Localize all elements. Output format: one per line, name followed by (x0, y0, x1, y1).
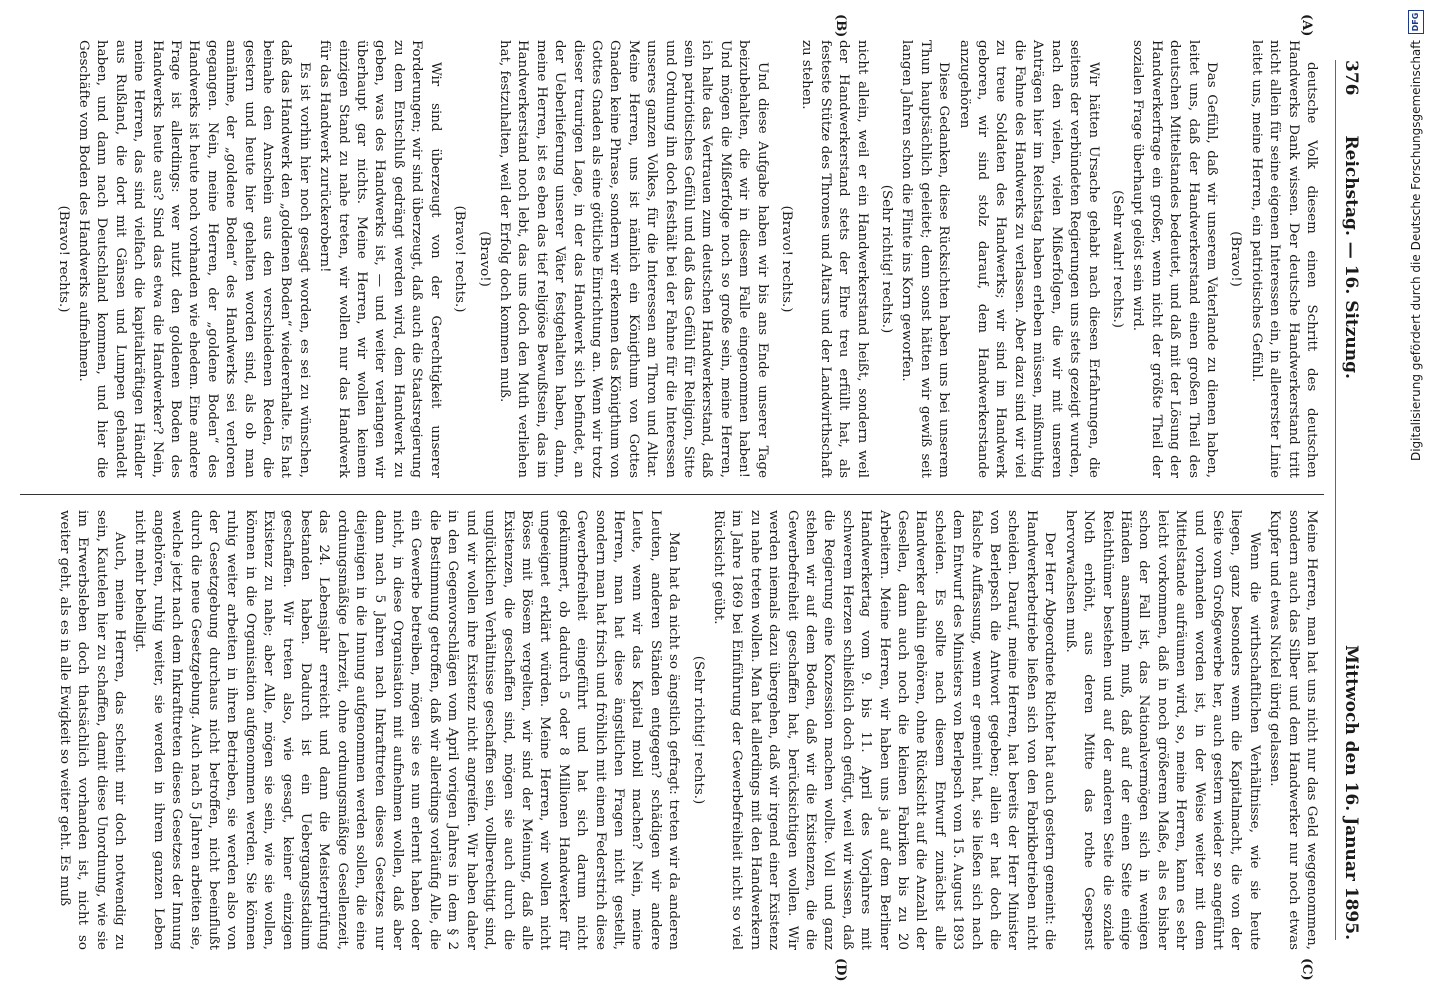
paragraph: Diese Gedanken, diese Rücksichten haben uns bei unserem Thun hauptsächlich geleitet; denn sonst hätten wir gewiß seit langen Jahren schon die Flinte ins Korn geworfen. (899, 40, 952, 478)
interjection: (Bravo!) (476, 231, 492, 287)
interjection: (Sehr richtig! rechts.) (879, 184, 895, 334)
page-number: 376 (1341, 60, 1361, 96)
interjection: (Sehr richtig! rechts.) (690, 655, 706, 805)
interjection: (Bravo! rechts.) (779, 205, 795, 313)
margin-marker-c: (C) (1299, 958, 1314, 981)
paragraph: Der Herr Abgeordnete Richter hat auch gestern gemeint: die Handwerkerbetriebe ließen sich von den Fabrikbetrieben nicht scheiden. Darauf, meine Herren, hat bereits der Herr Minister von Berlepsch die Antwort gegeben; allein er hat doch die falsche Auffassung, wenn er gemeint hat, sie ließen sich nach dem Entwurf des Ministers von Berlepsch vom 15. August 1893 scheiden. Es sollte nach diesem Entwurf zunächst alle Handwerker dahin gehören, ohne Rücksicht auf die Anzahl der Gesellen, dann auch noch die kleinen Fabriken bis zu 20 Arbeitern. Meine Herren, wir haben uns ja auf dem Berliner Handwerkertag vom 9. bis 11. April des Vorjahres mit schwerem Herzen schließlich doch gefügt, weil wir wissen, daß die Regierung eine Konzession machen wollte. Voll und ganz stehen wir auf dem Boden, daß wir die Existenzen, die die Gewerbefreiheit geschaffen hat, berücksichtigen wollen. Wir werden niemals dazu übergehen, daß wir irgend einer Existenz zu nahe treten wollen. Man hat allerdings mit den Handwerkern im Jahre 1869 bei Einführung der Gewerbefreiheit nicht so viel Rücksicht geübt. (711, 510, 1058, 950)
right-column (20, 510, 1320, 950)
paragraph: deutsche Volk diesem einen Schritt des deutschen Handwerks Dank wissen. Der deutsche Handwerkerstand tritt nicht allein für seine eigenen Interessen ein, in allererster Linie leitet uns, meine Herren, ein patriotisches Gefühl. (1248, 40, 1319, 478)
digitization-footer (1400, 0, 1432, 1000)
interjection: (Bravo! rechts.) (452, 205, 468, 313)
paragraph: nicht allein, weil er ein Handwerkerstand heißt, sondern weil der Handwerkerstand stets der Ehre treu erfüllt hat, als festeste Stütze des Thrones und Altars und der Landwirthschaft zu stehen. (799, 40, 870, 478)
paragraph: Und diese Aufgabe haben wir bis ans Ende unserer Tage beizubehalten, die wir in diesem Falle eingenommen haben! Und mögen die Mißerfolge noch so große sein, meine Herren, ich halte das Vertrauen zum deutschen Handwerkerstand, daß sein patriotisches Gefühl und daß das Gefühl für Religion, Sitte und Ordnung ihn doch festhält bei der Fahne für die Interessen unseres ganzen Volkes, für die Interessen am Thron und Altar. Meine Herren, uns ist nämlich ein Königthum von Gottes Gnaden keine Phrase, sondern wir erkennen das Königthum von Gottes Gnaden als eine göttliche Einrichtung an. Wenn wir trotz dieser traurigen Lage, in der das Handwerk sich befindet, an der Ueberlieferung unserer Väter festgehalten haben, dann, meine Herren, ist es eben das tief religiöse Bewußtsein, das im Handwerkerstand noch lebt, das uns doch den Muth verliehen hat, festzuhalten, weil der Erfolg doch kommen muß. (496, 40, 770, 478)
paragraph: Wir hätten Ursache gehabt nach diesen Erfahrungen, die seitens der verbündeten Regierungen uns stets gezeigt wurden, nach den vielen, vielen Mißerfolgen, die wir mit unseren Anträgen hier im Reichstag haben erleben müssen, mißmuthig die Fahne des Handwerks zu verlassen. Aber dazu sind wir viel zu treue Soldaten des Handwerks; wir sind im Handwerk geboren, wir sind stolz darauf, dem Handwerkerstande anzugehören (956, 40, 1101, 478)
page-header (1335, 60, 1366, 940)
digitization-note: Digitalisierung gefördert durch die Deutsche Forschungsgemeinschaft (1409, 40, 1423, 462)
left-column (20, 40, 1320, 478)
column-divider (20, 494, 1324, 495)
paragraph: Wenn die wirthschaftlichen Verhältnisse, wie sie heute liegen, ganz besonders wenn die Kapitalmacht, die von der Seite vom Großgewerbe her, auch gestern wieder so angeführt und vorhanden worden ist, in der Weise weiter mit dem Mittelstande aufräumen wird, so, meine Herren, kann es sehr leicht vorkommen, daß in noch größerem Maße, als es bisher schon der Fall ist, das Nationalvermögen sich in wenigen Händen ansammeln muß, daß auf der einen Seite einige Reichthümer bestehen und auf der anderen Seite die soziale Noth erhöht, aus deren Mitte das rothe Gespenst hervorwachsen muß. (1062, 510, 1262, 950)
paragraph: Es ist vorhin hier noch gesagt worden, es sei zu wünschen, daß das Handwerk den „goldenen Boden“ wiedererhalte. Es hat beinahe den Anschein aus den verschiedenen Reden, die gestern und heute hier gehalten worden sind, als ob man annähme, der „goldene Boden“ des Handwerks sei verloren gegangen. Nein, meine Herren, der „goldene Boden“ des Handwerks ist heute noch vorhanden wie ehedem. Eine andere Frage ist allerdings: wer nutzt den goldenen Boden des Handwerks heute aus? Sind das etwa die Handwerker? Nein, meine Herren, das sind vielfach die kapitalkräftigen Händler aus Rußland, die dort mit Gänsen und Lumpen gehandelt haben, und dann nach Deutschland kommen, und hier die Geschäfte vom Boden des Handwerks aufnehmen. (76, 40, 312, 478)
paragraph: Das Gefühl, daß wir unserem Vaterlande zu dienen haben, leitet uns, daß der Handwerkerstand einen großen Theil des deutschen Mittelstandes bedeutet, und daß mit der Lösung der Handwerkerfrage ein großer, wenn nicht der größte Theil der sozialen Frage überhaupt gelöst sein wird. (1130, 40, 1219, 478)
margin-marker-b: (B) (833, 14, 848, 38)
margin-marker-d: (D) (833, 958, 848, 982)
header-date: Mittwoch den 16. Januar 1895. (1341, 645, 1361, 940)
interjection: (Sehr wahr! rechts.) (1109, 190, 1125, 328)
dfg-logo-icon: DFG (1408, 10, 1424, 34)
paragraph: Meine Herren, man hat uns nicht nur das Geld weggenommen, sondern auch das Silber und dem Handwerker nur noch etwas Kupfer und etwas Nickel übrig gelassen. (1267, 510, 1319, 950)
interjection: (Bravo! rechts.) (55, 205, 71, 313)
paragraph: Auch, meine Herren, das scheint mir doch notwendig zu sein, Kautelen hier zu schaffen, damit diese Unordnung, wie sie im Erwerbsleben doch thatsächlich vorhanden ist, nicht so weiter geht, als es in alle Ewigkeit so weiter geht. Es muß (56, 510, 127, 950)
margin-marker-a: (A) (1299, 14, 1314, 37)
paragraph: Wir sind überzeugt von der Gerechtigkeit unserer Forderungen; wir sind überzeugt, daß auch die Staatsregierung zu dem Entschluß gedrängt werden wird, dem Handwerk zu geben, was des Handwerks ist, — und weiter verlangen wir überhaupt gar nichts. Meine Herren, wir wollen keinem einzigen Stand zu nahe treten, wir wollen nur das Handwerk für das Handwerk zurückerobern! (317, 40, 443, 478)
interjection: (Bravo!) (1228, 231, 1244, 287)
header-session: Reichstag. — 16. Sitzung. (1341, 135, 1361, 379)
paragraph: Man hat da nicht so ängstlich gefragt: treten wir da anderen Leuten, anderen Ständen entgegen? schädigen wir andere Leute, wenn wir das Kapital mobil machen? Nein, meine Herren, man hat diese ängstlichen Fragen nicht gestellt, sondern man hat frisch und fröhlich mit einem Federstrich diese Gewerbefreiheit eingeführt und hat sich darum nicht gekümmert, ob dadurch 5 oder 8 Millionen Handwerker für ungeeignet erklärt würden. Meine Herren, wir wollen nicht Böses mit Bösem vergelten, wir sind der Meinung, daß alle Existenzen, die geschaffen sind, mögen sie auch durch die unglücklichen Verhältnisse geschaffen sein, vollberechtigt sind, und wir wollen ihre Existenz nicht angreifen. Wir haben daher in den Gegenvorschlägen vom April vorigen Jahres in dem § 2 die Bestimmung getroffen, daß wir allerdings vorläufig Alle, die ein Gewerbe betreiben, mögen sie es nun erlernt haben oder nicht, in diese Organisation mit aufnehmen wollen, daß aber dann nach 5 Jahren nach Inkrafttreten dieses Gesetzes nur diejenigen in die Innung aufgenommen werden sollen, die eine ordnungsmäßige Lehrzeit, ohne ordnungsmäßige Gesellenzeit, das 24. Lebensjahr erreicht und dann die Meisterprüfung bestanden haben. Dadurch ist ein Uebergangsstadium geschaffen. Wir treten also, wie gesagt, keiner einzigen Existenz zu nahe; aber Alle, mögen sie sein, wie sie wollen, können in die Organisation aufgenommen werden. Sie können ruhig weiter arbeiten in ihren Betrieben, sie werden also von der Gesetzgebung durchaus nicht betroffen, nicht beeinflußt durch die neue Gesetzgebung. Auch nach 5 Jahren arbeiten sie, welche jetzt nach dem Inkrafttreten dieses Gesetzes der Innung angehören, ruhig weiter, sie werden in ihrem ganzen Leben nicht mehr behelligt. (132, 510, 682, 950)
